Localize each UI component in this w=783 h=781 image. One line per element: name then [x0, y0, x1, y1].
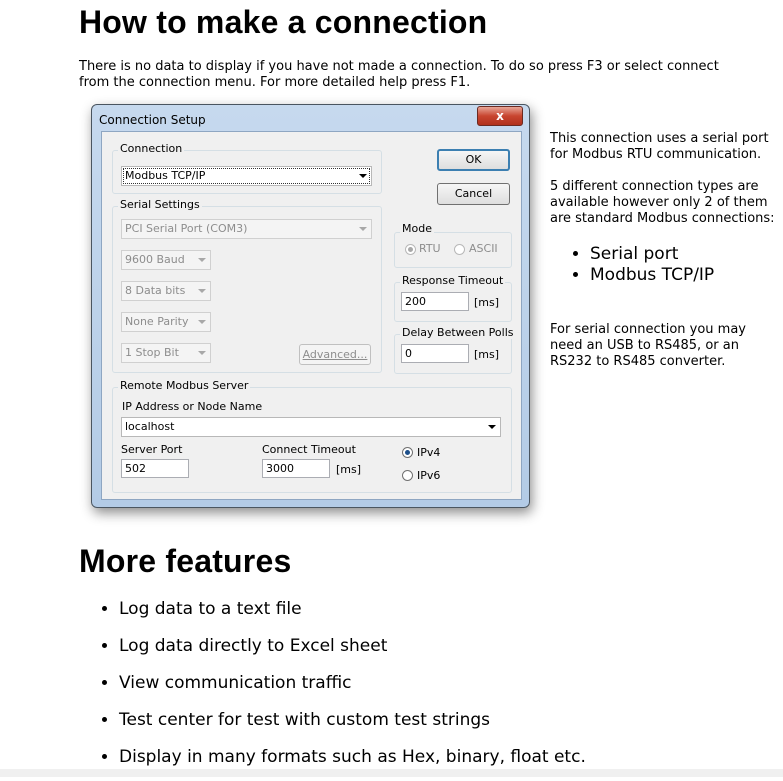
- connection-select[interactable]: [121, 166, 372, 186]
- baud-value: 9600 Baud: [125, 253, 185, 266]
- feature-item: • Display in many formats such as Hex, binary, float etc.: [119, 744, 586, 781]
- server-port-label: Server Port: [121, 443, 183, 456]
- side-paragraph-1: This connection uses a serial port for Modbus RTU communication.: [550, 131, 769, 162]
- ip-address-select[interactable]: [121, 417, 501, 437]
- feature-item: • Log data directly to Excel sheet: [119, 633, 586, 670]
- ip-address-value: localhost: [125, 420, 175, 433]
- mode-label: Mode: [402, 222, 432, 235]
- baud-select[interactable]: [121, 250, 211, 270]
- bottom-bar: [0, 769, 783, 777]
- intro-paragraph: There is no data to display if you have not made a connection. To do so press F3 or select connect from the connection menu. For more detailed help press F1.: [79, 59, 719, 90]
- ipv4-label: IPv4: [417, 446, 441, 459]
- side-paragraph-3: For serial connection you may need an USB to RS485, or an RS232 to RS485 converter.: [550, 322, 746, 369]
- mode-ascii-label: ASCII: [469, 242, 498, 255]
- databits-select[interactable]: [121, 281, 211, 301]
- ipv6-label: IPv6: [417, 469, 441, 482]
- dialog-client-area: [101, 131, 522, 500]
- databits-value: 8 Data bits: [125, 284, 186, 297]
- serial-settings-label: Serial Settings: [120, 198, 200, 211]
- connect-timeout-label: Connect Timeout: [262, 443, 356, 456]
- connection-setup-dialog: [91, 104, 530, 508]
- mode-rtu-radio[interactable]: [405, 244, 416, 255]
- cancel-button[interactable]: Cancel: [437, 183, 510, 205]
- chevron-down-icon: [198, 351, 206, 355]
- connection-label: Connection: [120, 142, 183, 155]
- connect-timeout-input[interactable]: 3000: [262, 459, 330, 478]
- chevron-down-icon: [488, 425, 496, 429]
- ip-address-label: IP Address or Node Name: [122, 400, 263, 413]
- remote-server-label: Remote Modbus Server: [120, 379, 249, 392]
- list-item: • Modbus TCP/IP: [590, 265, 775, 286]
- delay-label: Delay Between Polls: [402, 326, 514, 339]
- ipv4-radio[interactable]: [402, 447, 413, 458]
- chevron-down-icon: [198, 258, 206, 262]
- parity-value: None Parity: [125, 315, 189, 328]
- chevron-down-icon: [359, 174, 367, 178]
- connection-value: Modbus TCP/IP: [125, 169, 206, 182]
- feature-item: • Log data to a text file: [119, 596, 586, 633]
- stopbit-value: 1 Stop Bit: [125, 346, 179, 359]
- advanced-button[interactable]: Advanced...: [299, 344, 371, 365]
- server-port-input[interactable]: 502: [121, 459, 189, 478]
- response-timeout-input[interactable]: 200: [401, 292, 469, 311]
- close-button[interactable]: x: [477, 106, 523, 126]
- connect-timeout-unit: [ms]: [336, 463, 362, 476]
- page-heading-features: More features: [79, 543, 292, 579]
- serial-port-value: PCI Serial Port (COM3): [125, 222, 248, 235]
- connection-types-list: [550, 244, 775, 286]
- feature-item: • Test center for test with custom test strings: [119, 707, 586, 744]
- stopbit-select[interactable]: [121, 343, 211, 363]
- page-heading-connection: How to make a connection: [79, 4, 488, 40]
- serial-port-select[interactable]: [121, 219, 372, 239]
- chevron-down-icon: [198, 289, 206, 293]
- list-item: • Serial port: [590, 244, 775, 265]
- dialog-title: Connection Setup: [99, 113, 206, 127]
- response-timeout-label: Response Timeout: [402, 274, 504, 287]
- mode-ascii-radio[interactable]: [454, 244, 465, 255]
- ipv6-radio[interactable]: [402, 470, 413, 481]
- delay-input[interactable]: 0: [401, 344, 469, 363]
- features-list: [79, 596, 586, 781]
- chevron-down-icon: [359, 227, 367, 231]
- feature-item: • View communication traffic: [119, 670, 586, 707]
- response-timeout-unit: [ms]: [474, 296, 500, 309]
- chevron-down-icon: [198, 320, 206, 324]
- parity-select[interactable]: [121, 312, 211, 332]
- mode-rtu-label: RTU: [419, 242, 441, 255]
- ok-button[interactable]: OK: [437, 149, 510, 171]
- delay-unit: [ms]: [474, 348, 500, 361]
- side-paragraph-2: 5 different connection types are available however only 2 of them are standard Modbus connections:: [550, 179, 775, 226]
